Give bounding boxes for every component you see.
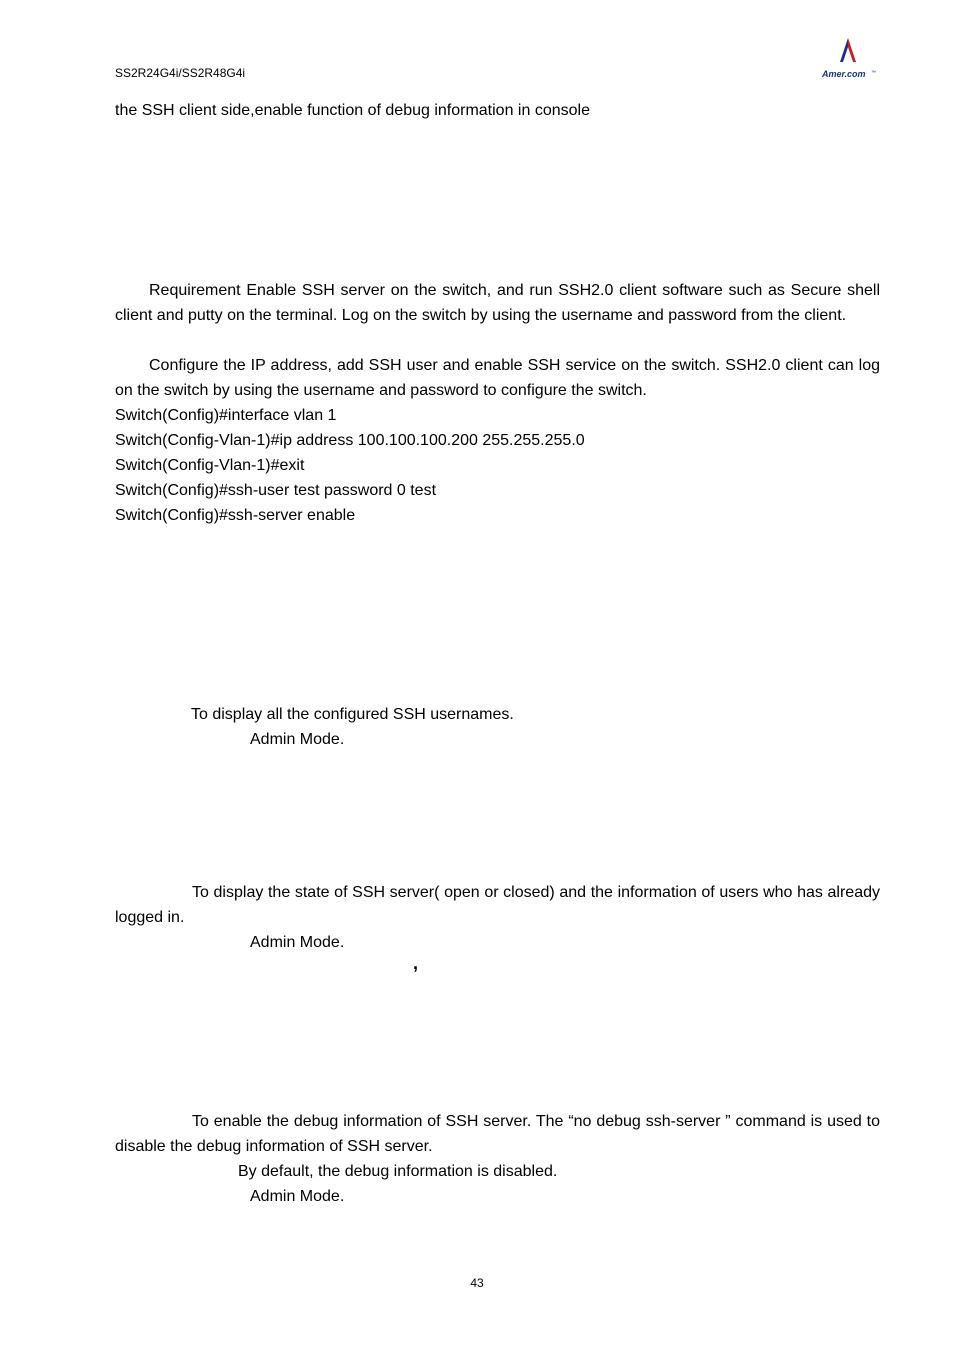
show-ssh-server-mode: Admin Mode.	[250, 934, 345, 951]
command-line: Switch(Config-Vlan-1)#ip address 100.100.100.200 255.255.255.0	[115, 432, 585, 449]
debug-ssh-server-default: By default, the debug information is disabled.	[238, 1163, 558, 1180]
page-number: 43	[470, 1276, 484, 1290]
show-ssh-user-mode: Admin Mode.	[250, 731, 345, 748]
command-line: Switch(Config)#ssh-server enable	[115, 507, 356, 524]
header-model: SS2R24G4i/SS2R48G4i	[115, 66, 246, 80]
logo-trademark: ™	[871, 70, 876, 76]
amer-logo	[818, 36, 878, 82]
debug-ssh-server-mode: Admin Mode.	[250, 1188, 345, 1205]
show-ssh-server-function: To display the state of SSH server( open or closed) and the information of users who has already logged in.	[115, 884, 880, 926]
example-configure: Configure the IP address, add SSH user and enable SSH service on the switch. SSH2.0 client can log on the switch by using the username and password to configure the switch.	[115, 357, 880, 399]
command-line: Switch(Config)#interface vlan 1	[115, 407, 337, 424]
logo-wordmark: Amer.com	[822, 69, 866, 79]
debug-ssh-server-function: To enable the debug information of SSH server. The “no debug ssh-server ” command is used to disable the debug information of SSH server.	[115, 1113, 880, 1155]
command-line: Switch(Config)#ssh-user test password 0 test	[115, 482, 437, 499]
stray-comma: ,	[413, 953, 419, 973]
intro-line: the SSH client side,enable function of debug information in console	[115, 102, 590, 119]
example-requirement: Requirement Enable SSH server on the switch, and run SSH2.0 client software such as Secure shell client and putty on the terminal. Log on the switch by using the username and password from the client.	[115, 282, 880, 324]
command-line: Switch(Config-Vlan-1)#exit	[115, 457, 305, 474]
show-ssh-user-function: To display all the configured SSH usernames.	[191, 706, 514, 723]
